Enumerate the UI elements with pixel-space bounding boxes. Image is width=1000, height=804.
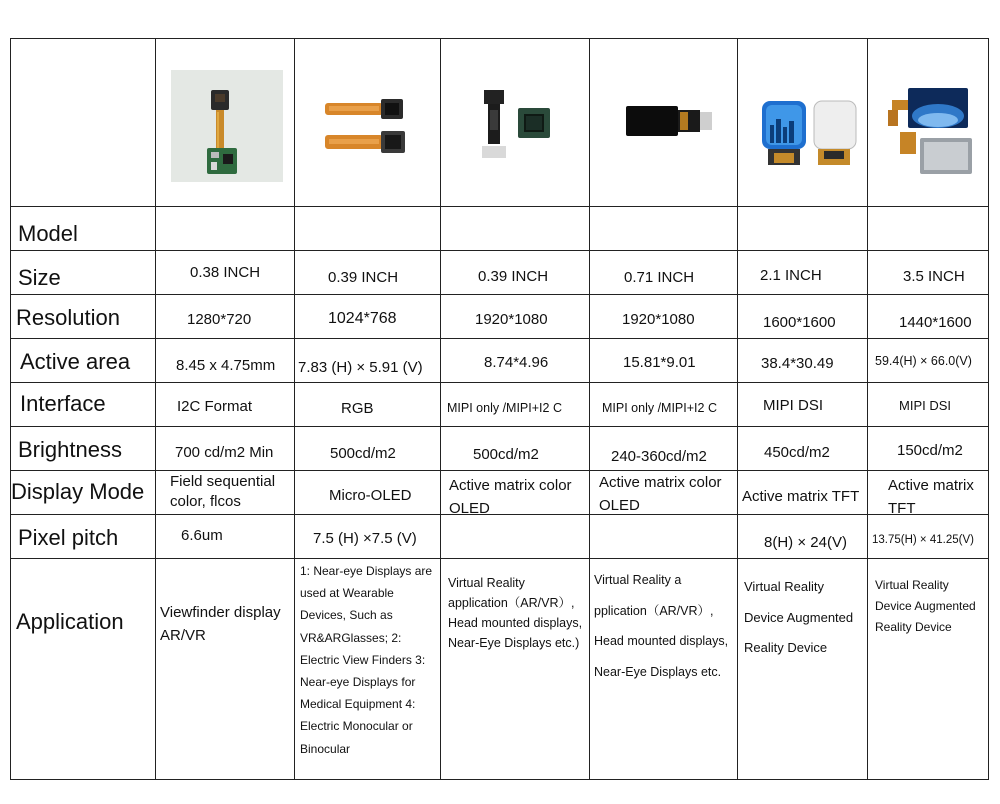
size-value: 3.5 INCH (903, 268, 965, 285)
active-area-value: 8.74*4.96 (484, 354, 549, 371)
interface-value: I2C Format (177, 398, 253, 415)
pixel-pitch-value: 6.6um (181, 527, 223, 544)
active-area-value: 38.4*30.49 (761, 355, 834, 372)
display-mode-value: Active matrix color OLED (449, 477, 572, 518)
lcos-microdisplay-module-photo (171, 70, 283, 182)
column-divider (294, 38, 295, 780)
pixel-pitch-value: 7.5 (H) ×7.5 (V) (313, 530, 417, 547)
size-value: 0.38 INCH (190, 264, 261, 281)
brightness-value: 500cd/m2 (473, 446, 539, 463)
row-divider (10, 250, 989, 251)
resolution-value: 1920*1080 (622, 311, 695, 328)
application-value: Virtual Reality Device Augmented Reality Device (744, 579, 854, 656)
brightness-value: 240-360cd/m2 (611, 448, 707, 465)
resolution-value: 1024*768 (328, 310, 397, 327)
application-value: Virtual Reality a pplication（AR/VR）, Head mounted displays, Near-Eye Displays etc. (594, 573, 729, 679)
display-mode-value: Micro-OLED (329, 487, 412, 504)
active-area-value: 7.83 (H) × 5.91 (V) (298, 359, 423, 376)
row-label-size: Size (18, 265, 61, 290)
row-divider (10, 558, 989, 559)
display-mode-value: Active matrix TFT (742, 488, 860, 505)
pixel-pitch-value: 13.75(H) × 41.25(V) (872, 534, 974, 546)
interface-value: RGB (341, 400, 374, 417)
interface-value: MIPI only /MIPI+I2 C (447, 401, 562, 415)
size-value: 0.71 INCH (624, 269, 695, 286)
interface-value: MIPI DSI (899, 398, 952, 413)
row-divider (10, 470, 989, 471)
row-divider (10, 426, 989, 427)
active-area-value: 15.81*9.01 (623, 354, 696, 371)
tft-3.5-inch-globe-panel-photo (884, 88, 976, 178)
size-value: 0.39 INCH (328, 269, 399, 286)
resolution-value: 1280*720 (187, 311, 252, 328)
table-border-right (988, 38, 989, 780)
interface-value: MIPI only /MIPI+I2 C (602, 401, 717, 415)
resolution-value: 1600*1600 (763, 314, 836, 331)
resolution-value: 1920*1080 (475, 311, 548, 328)
brightness-value: 150cd/m2 (897, 442, 963, 459)
oled-microdisplay-with-chip-photo (480, 90, 560, 160)
brightness-value: 500cd/m2 (330, 445, 396, 462)
application-value: Virtual Reality application（AR/VR）, Head mounted displays, Near-Eye Displays etc.) (448, 576, 583, 650)
resolution-value: 1440*1600 (899, 314, 972, 331)
table-border-left (10, 38, 11, 780)
size-value: 2.1 INCH (760, 267, 822, 284)
table-border-top (10, 38, 989, 39)
display-mode-value: Active matrix color OLED (599, 474, 722, 515)
row-divider (10, 206, 989, 207)
pixel-pitch-value: 8(H) × 24(V) (764, 534, 847, 551)
row-divider (10, 382, 989, 383)
active-area-value: 8.45 x 4.75mm (176, 357, 276, 374)
row-label-interface: Interface (20, 391, 106, 416)
row-divider (10, 294, 989, 295)
row-label-application: Application (16, 609, 124, 634)
column-divider (155, 38, 156, 780)
row-divider (10, 338, 989, 339)
column-divider (867, 38, 868, 780)
application-value: Virtual Reality Device Augmented Reality Device (875, 578, 976, 634)
row-label-pixel-pitch: Pixel pitch (18, 525, 119, 550)
micro-oled-flex-cable-photo (325, 97, 415, 159)
brightness-value: 700 cd/m2 Min (175, 444, 274, 461)
oled-0.71-inch-panel-photo (626, 106, 712, 136)
table-border-bottom (10, 779, 989, 780)
row-label-active-area: Active area (20, 349, 131, 374)
interface-value: MIPI DSI (763, 397, 824, 414)
brightness-value: 450cd/m2 (764, 444, 830, 461)
row-label-model: Model (18, 221, 78, 246)
size-value: 0.39 INCH (478, 268, 549, 285)
row-label-resolution: Resolution (16, 305, 120, 330)
column-divider (589, 38, 590, 780)
active-area-value: 59.4(H) × 66.0(V) (875, 354, 972, 368)
column-divider (440, 38, 441, 780)
application-value: Viewfinder display AR/VR (160, 604, 281, 644)
row-label-display-mode: Display Mode (11, 479, 145, 504)
display-mode-value: Active matrix TFT (888, 477, 974, 518)
row-label-brightness: Brightness (18, 437, 122, 462)
display-mode-value: Field sequential color, flcos (170, 473, 276, 511)
application-value: 1: Near-eye Displays are used at Wearable Devices, Such as VR&ARGlasses; 2: Electric View Finders 3: Near-eye Displays for Medical Equipment 4: Electric Monocular or Binocular (300, 564, 433, 756)
tft-2.1-inch-city-panel-photo (760, 99, 860, 171)
column-divider (737, 38, 738, 780)
